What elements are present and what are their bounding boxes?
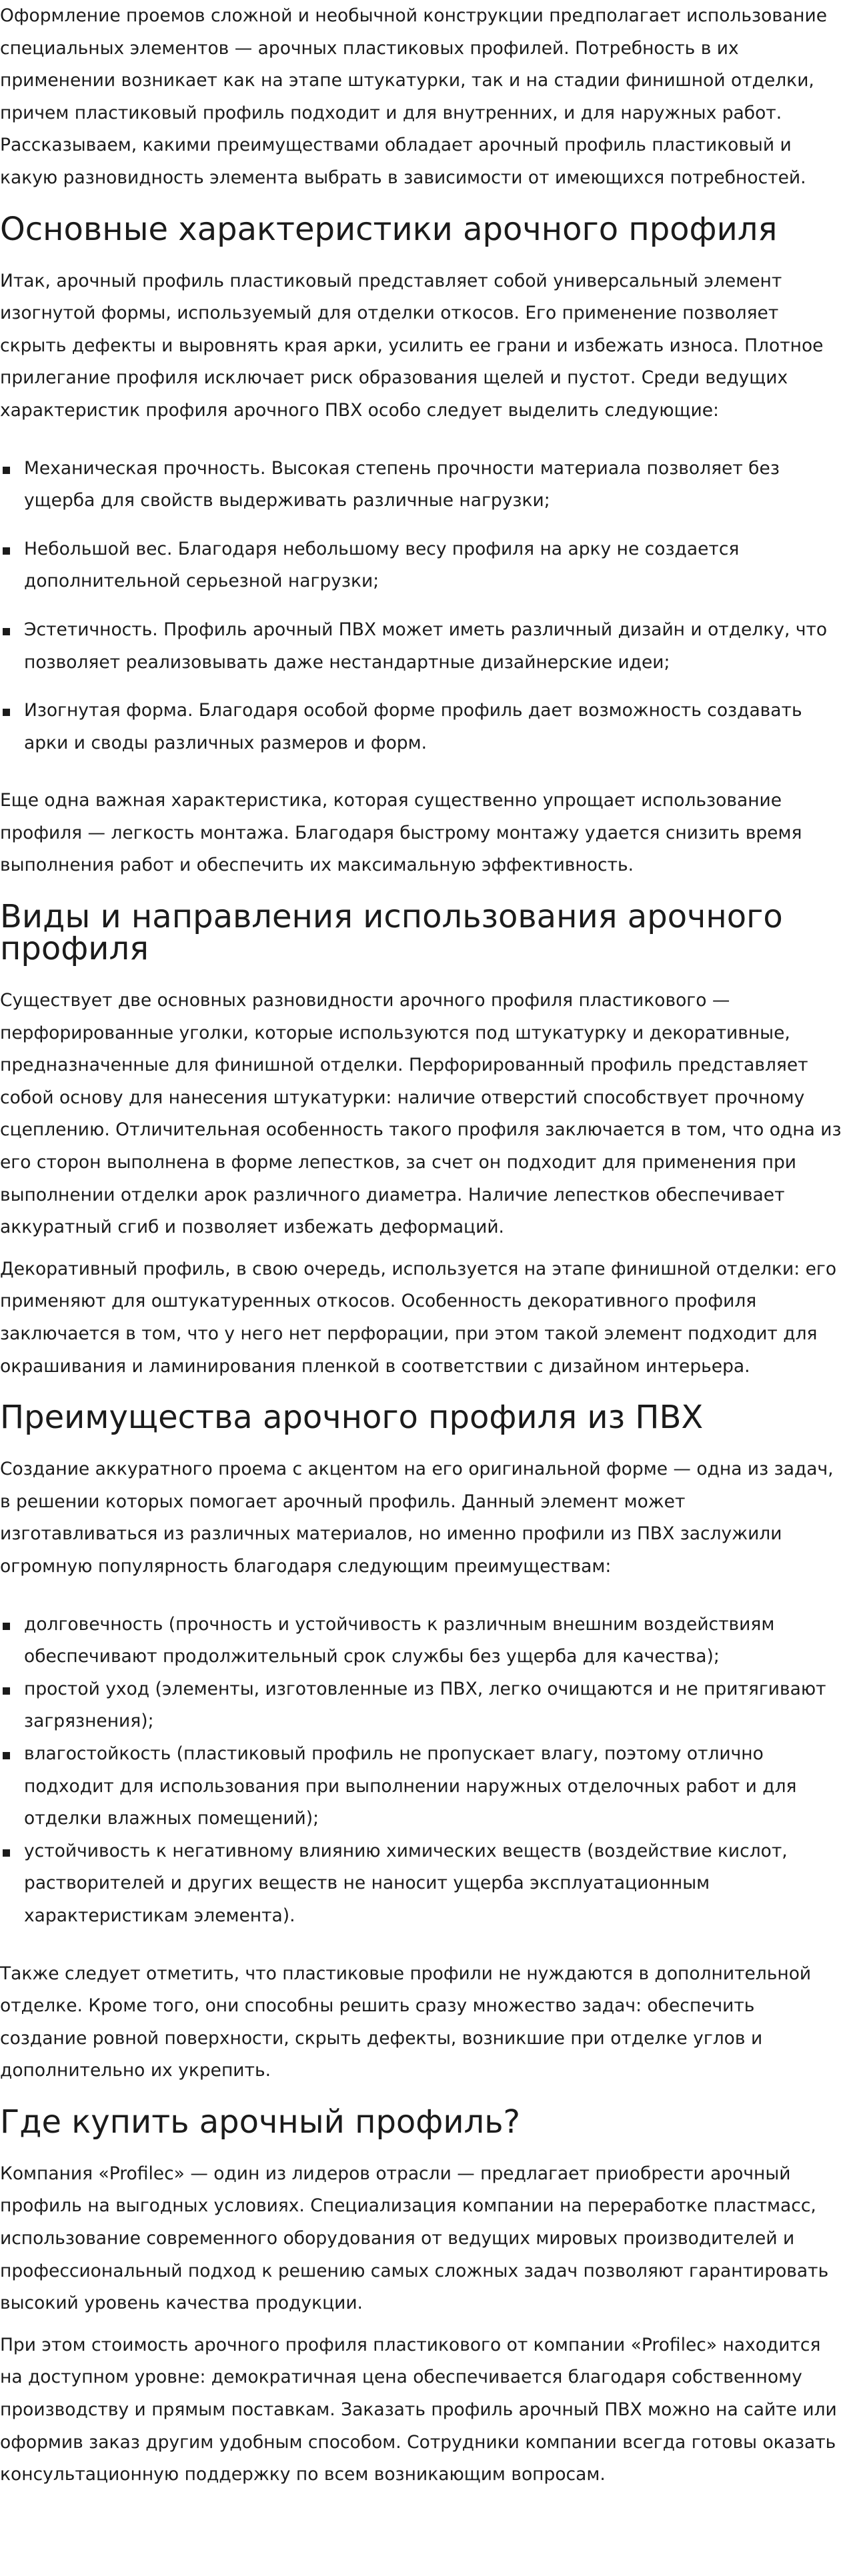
section-heading-types: Виды и направления использования арочного профиля xyxy=(0,898,783,968)
section-heading-advantages: Преимущества арочного профиля из ПВХ xyxy=(0,1399,704,1437)
list-item: долговечность (прочность и устойчивость к различным внешним воздействиям обеспечивают продолжительный срок службы без ущерба для качества); xyxy=(0,1609,847,1673)
list-item: влагостойкость (пластиковый профиль не пропускает влагу, поэтому отлично подходит для использования при выполнении наружных отделочных работ и для отделки влажных помещений); xyxy=(0,1738,847,1835)
list-item: Эстетичность. Профиль арочный ПВХ может иметь различный дизайн и отделку, что позволяет реализовывать даже нестандартные дизайнерские идеи; xyxy=(0,614,847,679)
advantages-paragraph-1: Создание аккуратного проема с акцентом на его оригинальной форме — одна из задач, в решении которых помогает арочный профиль. Данный элемент может изготавливаться из различных материалов, но именно профили из ПВХ заслужили огромную популярность благодаря следующим преимуществам: xyxy=(0,1459,834,1577)
bullet-icon xyxy=(3,1849,10,1857)
characteristics-list xyxy=(0,453,847,760)
advantages-list xyxy=(0,1609,847,1933)
bullet-icon xyxy=(3,1752,10,1759)
section-heading-characteristics: Основные характеристики арочного профиля xyxy=(0,210,778,248)
bullet-icon xyxy=(3,1687,10,1695)
buy-paragraph-2: При этом стоимость арочного профиля пластикового от компании «Profilec» находится на доступном уровне: демократичная цена обеспечивается благодаря собственному производству и прямым поставкам. Заказать профиль арочный ПВХ можно на сайте или оформив заказ другим удобным способом. Сотрудники компании всегда готовы оказать консультационную поддержку по всем возникающим вопросам. xyxy=(0,2334,837,2485)
list-item: простой уход (элементы, изготовленные из ПВХ, легко очищаются и не притягивают загрязнения); xyxy=(0,1673,847,1738)
bullet-icon xyxy=(3,1623,10,1630)
bullet-icon xyxy=(3,467,10,474)
montage-paragraph: Еще одна важная характеристика, которая существенно упрощает использование профиля — легкость монтажа. Благодаря быстрому монтажу удается снизить время выполнения работ и обеспечить их максимальную эффективность. xyxy=(0,790,802,876)
section-heading-where-to-buy: Где купить арочный профиль? xyxy=(0,2103,520,2141)
list-item: Небольшой вес. Благодаря небольшому весу профиля на арку не создается дополнительной серьезной нагрузки; xyxy=(0,533,847,598)
list-item: устойчивость к негативному влиянию химических веществ (воздействие кислот, растворителей и других веществ не наносит ущерба эксплуатационным характеристикам элемента). xyxy=(0,1835,847,1933)
advantages-paragraph-2: Также следует отметить, что пластиковые профили не нуждаются в дополнительной отделке. Кроме того, они способны решить сразу множество задач: обеспечить создание ровной поверхности, скрыть дефекты, возникшие при отделке углов и дополнительно их укрепить. xyxy=(0,1963,812,2081)
bullet-icon xyxy=(3,628,10,635)
types-paragraph-1: Существует две основных разновидности арочного профиля пластикового — перфорированные уголки, которые используются под штукатурку и декоративные, предназначенные для финишной отделки. Перфорированный профиль представляет собой основу для нанесения штукатурки: наличие отверстий способствует прочному сцеплению. Отличительная особенность такого профиля заключается в том, что одна из его сторон выполнена в форме лепестков, за счет он подходит для применения при выполнении отделки арок различного диаметра. Наличие лепестков обеспечивает аккуратный сгиб и позволяет избежать деформаций. xyxy=(0,990,842,1238)
buy-paragraph-1: Компания «Profilec» — один из лидеров отрасли — предлагает приобрести арочный профиль на выгодных условиях. Специализация компании на переработке пластмасс, использование современного оборудования от ведущих мировых производителей и профессиональный подход к решению самых сложных задач позволяют гарантировать высокий уровень качества продукции. xyxy=(0,2163,829,2314)
bullet-icon xyxy=(3,709,10,716)
types-paragraph-2: Декоративный профиль, в свою очередь, используется на этапе финишной отделки: его применяют для оштукатуренных откосов. Особенность декоративного профиля заключается в том, что у него нет перфорации, при этом такой элемент подходит для окрашивания и ламинирования пленкой в соответствии с дизайном интерьера. xyxy=(0,1258,837,1377)
bullet-icon xyxy=(3,547,10,555)
intro-paragraph: Оформление проемов сложной и необычной конструкции предполагает использование специальных элементов — арочных пластиковых профилей. Потребность в их применении возникает как на этапе штукатурки, так и на стадии финишной отделки, причем пластиковый профиль подходит и для внутренних, и для наружных работ. Рассказываем, какими преимуществами обладает арочный профиль пластиковый и какую разновидность элемента выбрать в зависимости от имеющихся потребностей. xyxy=(0,5,828,188)
list-item: Изогнутая форма. Благодаря особой форме профиль дает возможность создавать арки и своды различных размеров и форм. xyxy=(0,695,847,759)
list-item: Механическая прочность. Высокая степень прочности материала позволяет без ущерба для свойств выдерживать различные нагрузки; xyxy=(0,453,847,517)
characteristics-paragraph: Итак, арочный профиль пластиковый представляет собой универсальный элемент изогнутой формы, используемый для отделки откосов. Его применение позволяет скрыть дефекты и выровнять края арки, усилить ее грани и избежать износа. Плотное прилегание профиля исключает риск образования щелей и пустот. Среди ведущих характеристик профиля арочного ПВХ особо следует выделить следующие: xyxy=(0,270,824,421)
